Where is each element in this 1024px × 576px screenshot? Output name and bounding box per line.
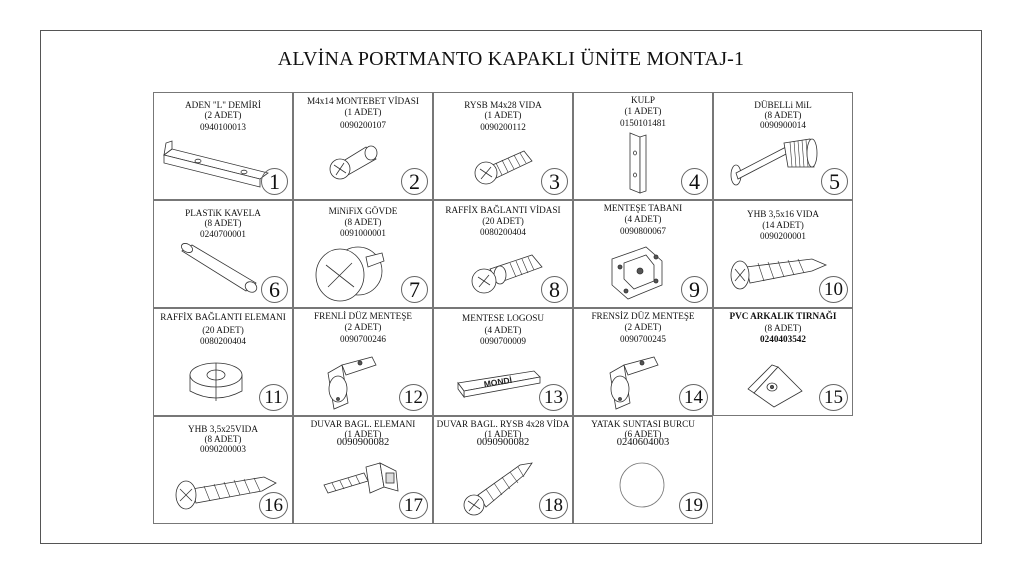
part-name: M4x14 MONTEBET VİDASI [307, 96, 419, 106]
part-code: 0150101481 [620, 118, 666, 128]
part-name: KULP [631, 95, 655, 105]
part-qty: (4 ADET) [484, 325, 522, 335]
part-number: 5 [821, 168, 848, 195]
part-name: YHB 3,5x25VIDA [188, 424, 258, 434]
part-name: DUVAR BAGL. ELEMANI [310, 419, 416, 429]
minifix-cam-icon [312, 241, 392, 307]
part-qty: (1 ADET) [344, 429, 382, 439]
part-cell-19 [573, 416, 713, 524]
part-qty: (1 ADET) [484, 429, 522, 439]
part-qty: (8 ADET) [204, 434, 242, 444]
part-name: PLASTiK KAVELA [185, 208, 261, 218]
part-cell-8 [433, 200, 573, 308]
part-code: 0090200112 [480, 122, 526, 132]
dowel-pin-icon [726, 133, 826, 187]
part-code: 0240700001 [200, 229, 246, 239]
part-number: 14 [679, 384, 708, 411]
part-code: 0090700246 [340, 334, 386, 344]
part-cell-5 [713, 92, 853, 200]
part-cell-18 [433, 416, 573, 524]
part-name: RAFFİX BAĞLANTI VİDASI [445, 205, 561, 215]
cover-cap-icon [616, 459, 668, 511]
part-code: 0090700245 [620, 334, 666, 344]
part-cell-4 [573, 92, 713, 200]
part-code: 0240403542 [760, 334, 806, 344]
logo-plate-icon [454, 367, 544, 403]
part-code: 0090200003 [200, 444, 246, 454]
part-code: 0080200404 [200, 336, 246, 346]
wood-screw-icon [728, 253, 828, 293]
part-code: 0090900014 [760, 120, 806, 130]
part-name: DÜBELLi MiL [754, 100, 812, 110]
part-name: DUVAR BAGL. RYSB 4x28 VİDA [436, 419, 570, 429]
part-qty: (6 ADET) [624, 429, 662, 439]
part-number: 4 [681, 168, 708, 195]
part-number: 12 [399, 384, 428, 411]
part-qty: (2 ADET) [624, 322, 662, 332]
part-code: 0940100013 [200, 122, 246, 132]
part-cell-1 [153, 92, 293, 200]
part-cell-15 [713, 308, 853, 416]
part-name: YHB 3,5x16 VIDA [746, 209, 820, 219]
handle-icon [622, 131, 652, 197]
logo-text: MONDİ [483, 374, 513, 390]
part-name: PVC ARKALIK TIRNAĞI [729, 311, 837, 321]
part-number: 9 [681, 276, 708, 303]
part-qty: (1 ADET) [344, 107, 382, 117]
part-code: 0090900082 [476, 437, 530, 448]
part-qty: (20 ADET) [482, 216, 524, 226]
part-number: 19 [679, 492, 708, 519]
part-cell-14 [573, 308, 713, 416]
part-name: YATAK SUNTASI BURCU [591, 419, 695, 429]
part-name: MiNiFiX GÖVDE [328, 206, 398, 216]
part-qty: (8 ADET) [204, 218, 242, 228]
part-number: 1 [261, 168, 288, 195]
wall-bracket-icon [318, 457, 408, 507]
connector-bolt-icon [326, 137, 386, 183]
part-cell-9 [573, 200, 713, 308]
part-number: 3 [541, 168, 568, 195]
part-code: 0090700009 [480, 336, 526, 346]
part-cell-10 [713, 200, 853, 308]
part-code: 0090900082 [336, 437, 390, 448]
raffix-connector-icon [186, 357, 246, 407]
part-cell-17 [293, 416, 433, 524]
part-name: FRENSİZ DÜZ MENTEŞE [591, 311, 695, 321]
part-cell-11 [153, 308, 293, 416]
part-number: 18 [539, 492, 568, 519]
part-qty: (1 ADET) [484, 110, 522, 120]
part-number: 6 [261, 276, 288, 303]
part-number: 17 [399, 492, 428, 519]
part-cell-7 [293, 200, 433, 308]
part-code: 0090800067 [620, 226, 666, 236]
wall-screw-icon [462, 455, 538, 521]
back-panel-clip-icon [744, 359, 808, 411]
part-qty: (2 ADET) [204, 110, 242, 120]
hinge-icon [600, 353, 660, 413]
part-number: 16 [259, 492, 288, 519]
part-qty: (4 ADET) [624, 214, 662, 224]
part-cell-2 [293, 92, 433, 200]
part-name: MENTESE LOGOSU [462, 313, 544, 323]
part-qty: (14 ADET) [762, 220, 804, 230]
raffix-screw-icon [470, 249, 550, 299]
part-code: 0090200001 [760, 231, 806, 241]
page-title: ALVİNA PORTMANTO KAPAKLI ÜNİTE MONTAJ-1 [277, 48, 745, 70]
part-name: MENTEŞE TABANI [603, 203, 683, 213]
part-qty: (8 ADET) [764, 323, 802, 333]
hinge-plate-icon [606, 241, 668, 303]
part-number: 10 [819, 276, 848, 303]
part-code: 0080200404 [480, 227, 526, 237]
l-bracket-icon [160, 133, 270, 189]
part-code: 0091000001 [340, 228, 386, 238]
part-number: 13 [539, 384, 568, 411]
part-cell-16 [153, 416, 293, 524]
part-name: RAFFİX BAĞLANTI ELEMANI [160, 312, 286, 322]
part-name: RYSB M4x28 VIDA [464, 100, 542, 110]
part-cell-12 [293, 308, 433, 416]
part-qty: (8 ADET) [764, 110, 802, 120]
part-number: 7 [401, 276, 428, 303]
part-qty: (1 ADET) [624, 106, 662, 116]
part-code: 0090200107 [340, 120, 386, 130]
part-qty: (2 ADET) [344, 322, 382, 332]
part-cell-13 [433, 308, 573, 416]
part-cell-6 [153, 200, 293, 308]
part-code: 0240604003 [616, 437, 670, 448]
part-number: 15 [819, 384, 848, 411]
part-qty: (8 ADET) [344, 217, 382, 227]
part-qty: (20 ADET) [202, 325, 244, 335]
part-cell-3 [433, 92, 573, 200]
part-number: 11 [259, 384, 288, 411]
part-name: FRENLİ DÜZ MENTEŞE [314, 311, 412, 321]
part-number: 8 [541, 276, 568, 303]
screw-icon [472, 147, 538, 189]
part-number: 2 [401, 168, 428, 195]
soft-close-hinge-icon [318, 353, 378, 413]
part-name: ADEN "L" DEMİRİ [185, 100, 261, 110]
dowel-icon [172, 243, 262, 299]
